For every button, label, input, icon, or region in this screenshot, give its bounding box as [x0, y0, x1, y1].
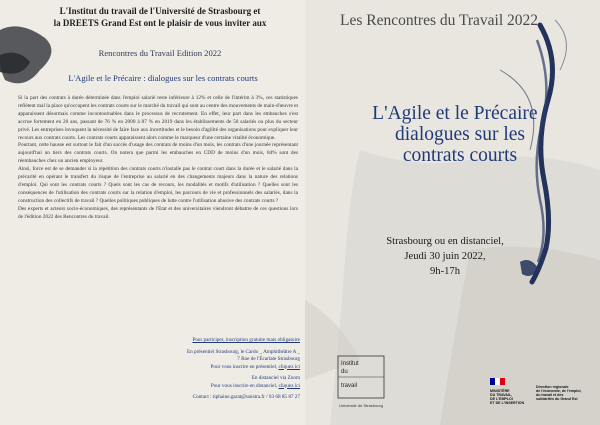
online-mode: En distanciel via Zoom — [251, 375, 300, 381]
invitation-line-2: la DREETS Grand Est ont le plaisir de vous inviter aux — [53, 18, 267, 28]
dreets-text: solidarités du Grand Est — [536, 397, 578, 401]
event-time: 9h-17h — [429, 266, 460, 277]
invitation-header — [20, 5, 300, 29]
onsite-registration — [120, 364, 300, 372]
main-title-line-3: contrats courts — [402, 145, 518, 166]
ministry-text: DE L'EMPLOI — [490, 397, 513, 401]
event-series-title: Les Rencontres du Travail 2022 — [340, 12, 539, 29]
event-place: Strasbourg ou en distanciel, — [386, 236, 504, 247]
registration-notice: Pour participer, inscription gratuite mais obligatoire — [192, 337, 300, 343]
onsite-location: En présentiel Strasbourg, le Cardo _ Amphithéâtre A _ — [187, 348, 300, 355]
paragraph: Pourtant, cette hausse est surtout le fait d'un succès d'usage des contrats de moins d'un mois, les contrats d'une journée représentant aujourd'hui un tiers des contrats courts. On notera que parmi les embauches en CDD de moins d'un mois, 84% sont des réembauches chez un ancien employeur. — [18, 142, 298, 165]
ministry-dreets-logo — [490, 378, 590, 418]
logo-caption: Université de Strasbourg — [339, 403, 384, 408]
conference-subtitle: L'Agile et le Précaire : dialogues sur les contrats courts — [68, 73, 258, 83]
online-registration — [120, 383, 300, 391]
onsite-registration-link[interactable]: cliquez ici — [278, 363, 300, 370]
event-date: Jeudi 30 juin 2022, — [404, 251, 486, 262]
registration-info — [120, 337, 300, 402]
online-registration-link[interactable]: cliquez ici — [278, 382, 300, 389]
logo-text: du — [341, 369, 348, 375]
onsite-registration-text: Pour vous inscrire en présentiel, — [210, 363, 279, 370]
main-title-line-2: dialogues sur les — [395, 124, 525, 145]
logo-text: Institut — [341, 361, 359, 367]
edition-title: Rencontres du Travail Edition 2022 — [98, 48, 222, 58]
contact-info[interactable]: Contact : tiphaine.garat@unistra.fr / 03 68 85 87 27 — [192, 394, 300, 400]
online-registration-text: Pour vous inscrire en distanciel, — [210, 382, 279, 389]
main-title-line-1: L'Agile et le Précaire : — [372, 103, 548, 124]
ministry-text: MINISTÈRE — [490, 389, 510, 393]
presentation-text — [18, 95, 298, 222]
institut-du-travail-logo — [337, 355, 385, 411]
onsite-address: 7 Rue de l'Écarlate Strasbourg — [237, 356, 300, 362]
paragraph: Ainsi, force est de se demander si la répétition des contrats courts n'installe pas le contrat court dans la durée et le salarié dans la précarité en opérant le transfert du risque de l'entreprise au salarié en des changements majeurs dans la nature des relations d'emploi. Qui sont les contrats courts ? Quels sont les cas de recours, les modalités et motifs d'utilisation ? Quelles sont les conséquences de l'utilisation des contrats courts sur la relation d'emploi, les parcours de vie et professionnels des salariés, dans la construction des collectifs de travail ? Quelles politiques publiques de lutte contre l'utilisation abusive des contrats courts ? — [18, 166, 298, 204]
ministry-text: DU TRAVAIL, — [490, 393, 513, 397]
dreets-text: Direction régionale — [536, 385, 569, 389]
paragraph: Des experts et acteurs socio-économiques, des représentants de l'Etat et des universitaires viendront débattre de ces questions lors de l'édition 2022 des Rencontres du travail. — [18, 205, 298, 220]
dreets-text: de l'économie, de l'emploi, — [536, 389, 582, 393]
logo-text: travail — [341, 383, 358, 389]
dreets-text: du travail et des — [536, 393, 564, 397]
event-details — [360, 234, 530, 279]
invitation-line-1: L'Institut du travail de l'Université de Strasbourg et — [59, 6, 261, 16]
main-title — [320, 103, 600, 166]
paragraph: Si la part des contrats à durée déterminée dans l'emploi salarié reste inférieure à 12% et celle de l'intérim à 3%, ces statistiques reflètent mal la place qu'occupent les contrats courts sur le marché du travail qui sont au centre des mouvements de main-d'œuvre et apparaissent désormais comme incontournables dans le processus de recrutement. En effet, leur part dans les embauches s'est accrue fortement en 20 ans, passant de 76 % en 2000 à 87 % en 2019 dans les établissements de 50 salariés ou plus du secteur privé. Les entreprises invoquent la nécessité de faire face aux incertitudes et le besoin d'agilité des organisations pour expliquer leur recours aux contrats courts. Les contrats courts apparaissent alors comme le marqueur d'une certaine vitalité économique. — [18, 95, 298, 141]
ministry-text: ET DE L'INSERTION — [490, 401, 525, 405]
